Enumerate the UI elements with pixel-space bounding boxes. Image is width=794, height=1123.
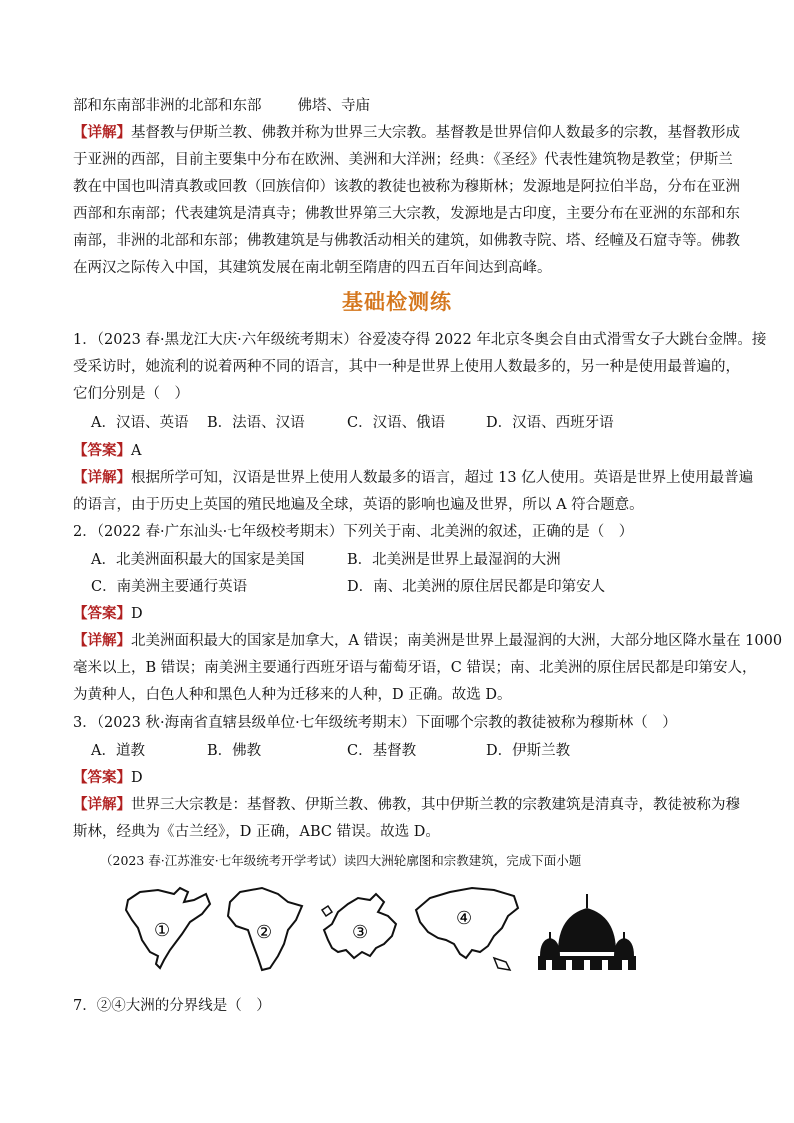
intro-explain-line-4: 西部和东南部；代表建筑是清真寺；佛教世界第三大宗教，发源地是古印度，主要分布在亚洲的东部和东 xyxy=(73,206,740,222)
q3-explain-line-1 xyxy=(73,795,740,815)
explain-tag: 【详解】 xyxy=(73,796,131,813)
map-label-1: ① xyxy=(154,920,171,941)
q2-explain-text-1: 北美洲面积最大的国家是加拿大，A 错误；南美洲是世界上最湿润的大洲，大部分地区降水量在 1000 xyxy=(131,633,783,649)
q2-answer-value: D xyxy=(131,606,143,622)
q3-option-a: A．道教 xyxy=(91,743,145,759)
q3-option-b: B．佛教 xyxy=(207,743,262,759)
figure-continents-mosque xyxy=(118,880,638,980)
q7-stem: 7．②④大洲的分界线是（ ） xyxy=(73,998,271,1014)
africa-outline xyxy=(222,884,308,974)
intro-explain-line-6: 在两汉之际传入中国，其建筑发展在南北朝至隋唐的四五百年间达到高峰。 xyxy=(73,260,552,276)
q2-option-d: D．南、北美洲的原住居民都是印第安人 xyxy=(347,579,606,595)
q3-answer-value: D xyxy=(131,770,143,786)
q1-explain-text-1: 根据所学可知，汉语是世界上使用人数最多的语言，超过 13 亿人使用。英语是世界上使用最普遍 xyxy=(131,470,754,486)
q3-option-c: C．基督教 xyxy=(347,743,417,759)
explain-tag: 【详解】 xyxy=(73,124,131,141)
q1-option-d: D．汉语、西班牙语 xyxy=(486,415,614,431)
intro-explain-line-2: 于亚洲的西部，目前主要集中分布在欧洲、美洲和大洋洲；经典：《圣经》代表性建筑物是教堂；伊斯兰 xyxy=(73,152,733,168)
group-header xyxy=(100,851,581,871)
map-label-2: ② xyxy=(256,922,273,943)
group-prompt: 读四大洲轮廓图和宗教建筑，完成下面小题 xyxy=(343,853,582,868)
map-label-4: ④ xyxy=(456,908,473,929)
map-label-3: ③ xyxy=(352,922,369,943)
explain-tag: 【详解】 xyxy=(73,469,131,486)
intro-explain-line-5: 南部，非洲的北部和东部；佛教建筑是与佛教活动相关的建筑，如佛教寺院、塔、经幢及石窟寺等。佛教 xyxy=(73,233,740,249)
q3-option-d: D．伊斯兰教 xyxy=(486,743,571,759)
q3-stem: 3．（2023 秋·海南省直辖县级单位·七年级统考期末）下面哪个宗教的教徒被称为穆斯林（ ） xyxy=(73,715,677,731)
top-line-left: 部和东南部非洲的北部和东部 xyxy=(73,98,262,114)
north-america-outline xyxy=(118,880,213,972)
top-line-right: 佛塔、寺庙 xyxy=(297,98,370,114)
q2-option-a: A．北美洲面积最大的国家是美国 xyxy=(91,552,305,568)
q1-answer-value: A xyxy=(131,443,142,459)
q1-option-b: B．法语、汉语 xyxy=(207,415,305,431)
q1-explain-line-2: 的语言，由于历史上英国的殖民地遍及全球，英语的影响也遍及世界，所以 A 符合题意。 xyxy=(73,497,644,513)
q2-explain-line-3: 为黄种人，白色人种和黑色人种为迁移来的人种，D 正确。故选 D。 xyxy=(73,687,512,703)
q2-answer xyxy=(73,604,143,624)
q2-explain-line-2: 毫米以上，B 错误；南美洲主要通行西班牙语与葡萄牙语，C 错误；南、北美洲的原住居民都是印第安人， xyxy=(73,660,757,676)
answer-tag: 【答案】 xyxy=(73,605,131,622)
q3-explain-line-2: 斯林，经典为《古兰经》，D 正确，ABC 错误。故选 D。 xyxy=(73,824,440,840)
top-line xyxy=(73,96,370,116)
q3-answer xyxy=(73,768,143,788)
explain-tag: 【详解】 xyxy=(73,632,131,649)
intro-explain-line-3: 教在中国也叫清真教或回教（回族信仰）该教的教徒也被称为穆斯林；发源地是阿拉伯半岛，分布在亚洲 xyxy=(73,179,740,195)
answer-tag: 【答案】 xyxy=(73,769,131,786)
q2-stem: 2．（2022 春·广东汕头·七年级校考期末）下列关于南、北美洲的叙述，正确的是（ ） xyxy=(73,524,634,540)
q1-option-a: A．汉语、英语 xyxy=(91,415,189,431)
q1-explain-line-1 xyxy=(73,468,753,488)
q1-answer xyxy=(73,441,141,461)
q2-option-c: C．南美洲主要通行英语 xyxy=(91,579,248,595)
q3-explain-text-1: 世界三大宗教是：基督教、伊斯兰教、佛教，其中伊斯兰教的宗教建筑是清真寺，教徒被称为穆 xyxy=(131,797,740,813)
q1-stem-line-1: 1．（2023 春·黑龙江大庆·六年级统考期末）谷爱凌夺得 2022 年北京冬奥会自由式滑雪女子大跳台金牌。接 xyxy=(73,332,767,348)
q1-stem-line-2: 受采访时，她流利的说着两种不同的语言，其中一种是世界上使用人数最多的，另一种是使用最普遍的， xyxy=(73,359,740,375)
intro-explain-text-1: 基督教与伊斯兰教、佛教并称为世界三大宗教。基督教是世界信仰人数最多的宗教，基督教形成 xyxy=(131,125,740,141)
q1-option-c: C．汉语、俄语 xyxy=(347,415,446,431)
group-source: （2023 春·江苏淮安·七年级统考开学考试） xyxy=(100,853,344,868)
answer-tag: 【答案】 xyxy=(73,442,131,459)
intro-explain-line-1 xyxy=(73,123,740,143)
q2-option-b: B．北美洲是世界上最湿润的大洲 xyxy=(347,552,561,568)
asia-outline xyxy=(410,880,522,980)
mosque-icon xyxy=(536,890,638,974)
q1-stem-line-3: 它们分别是（ ） xyxy=(73,386,189,402)
q2-explain-line-1 xyxy=(73,631,782,651)
europe-outline xyxy=(318,890,400,966)
section-title: 基础检测练 xyxy=(342,289,452,314)
